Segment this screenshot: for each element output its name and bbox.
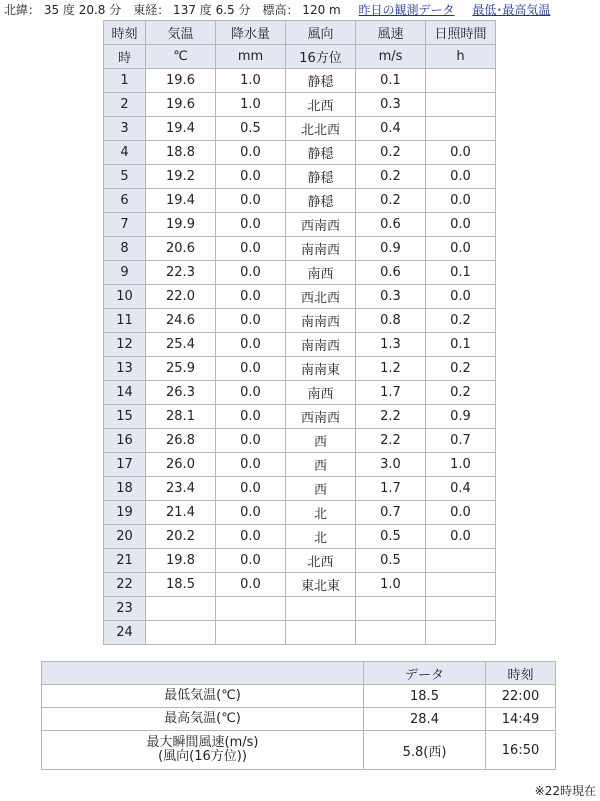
temperature-cell: 26.3 — [146, 381, 216, 405]
wind-direction-cell: 西 — [286, 477, 356, 501]
summary-label: 最低気温(℃) — [42, 685, 364, 708]
wind-direction-cell: 西 — [286, 429, 356, 453]
wind-speed-cell: 3.0 — [356, 453, 426, 477]
precipitation-cell — [216, 597, 286, 621]
wind-direction-cell: 北 — [286, 501, 356, 525]
sunshine-cell: 0.9 — [426, 405, 496, 429]
precipitation-cell: 1.0 — [216, 93, 286, 117]
table-row — [104, 117, 496, 141]
sunshine-cell: 0.7 — [426, 429, 496, 453]
unit-cell: m/s — [356, 45, 426, 69]
wind-speed-cell: 2.2 — [356, 405, 426, 429]
as-of-note: ※22時現在 — [534, 784, 596, 798]
wind-direction-cell: 東北東 — [286, 573, 356, 597]
temperature-cell: 19.6 — [146, 93, 216, 117]
wind-speed-cell: 0.3 — [356, 93, 426, 117]
temperature-cell: 24.6 — [146, 309, 216, 333]
table-row — [104, 261, 496, 285]
hour-cell: 1 — [104, 69, 146, 93]
table-row — [104, 477, 496, 501]
temperature-cell: 25.9 — [146, 357, 216, 381]
column-header: 風向 — [286, 21, 356, 45]
temperature-cell: 19.2 — [146, 165, 216, 189]
wind-direction-cell: 北西 — [286, 93, 356, 117]
sunshine-cell: 0.2 — [426, 309, 496, 333]
temperature-cell: 19.6 — [146, 69, 216, 93]
table-row — [104, 309, 496, 333]
sunshine-cell: 0.0 — [426, 213, 496, 237]
temperature-cell — [146, 597, 216, 621]
hour-cell: 10 — [104, 285, 146, 309]
hour-cell: 9 — [104, 261, 146, 285]
wind-speed-cell: 0.6 — [356, 213, 426, 237]
wind-speed-cell: 0.3 — [356, 285, 426, 309]
precipitation-cell: 0.0 — [216, 357, 286, 381]
hour-cell: 2 — [104, 93, 146, 117]
summary-row — [42, 685, 556, 708]
table-row — [104, 333, 496, 357]
table-row — [104, 237, 496, 261]
temperature-cell: 26.8 — [146, 429, 216, 453]
hour-cell: 12 — [104, 333, 146, 357]
temperature-cell: 26.0 — [146, 453, 216, 477]
table-row — [104, 381, 496, 405]
temperature-cell: 20.6 — [146, 237, 216, 261]
sunshine-cell: 1.0 — [426, 453, 496, 477]
wind-direction-cell: 南南西 — [286, 309, 356, 333]
hour-cell: 5 — [104, 165, 146, 189]
sunshine-cell: 0.4 — [426, 477, 496, 501]
temperature-cell: 21.4 — [146, 501, 216, 525]
temperature-cell: 18.8 — [146, 141, 216, 165]
table-row — [104, 621, 496, 645]
sunshine-cell — [426, 69, 496, 93]
summary-row — [42, 708, 556, 731]
temperature-cell: 20.2 — [146, 525, 216, 549]
wind-direction-cell — [286, 621, 356, 645]
wind-speed-cell: 0.4 — [356, 117, 426, 141]
temperature-cell — [146, 621, 216, 645]
wind-direction-cell: 南西 — [286, 261, 356, 285]
unit-cell: 時 — [104, 45, 146, 69]
unit-cell: h — [426, 45, 496, 69]
hour-cell: 7 — [104, 213, 146, 237]
temperature-cell: 22.0 — [146, 285, 216, 309]
temperature-cell: 18.5 — [146, 573, 216, 597]
summary-value: 5.8(西) — [364, 731, 486, 770]
temperature-cell: 19.8 — [146, 549, 216, 573]
wind-direction-cell: 北北西 — [286, 117, 356, 141]
wind-speed-cell: 0.8 — [356, 309, 426, 333]
precipitation-cell: 0.0 — [216, 141, 286, 165]
wind-direction-cell: 西 — [286, 453, 356, 477]
temperature-cell: 25.4 — [146, 333, 216, 357]
sunshine-cell: 0.0 — [426, 165, 496, 189]
wind-direction-cell: 北 — [286, 525, 356, 549]
precipitation-cell: 0.0 — [216, 429, 286, 453]
wind-speed-cell: 0.5 — [356, 525, 426, 549]
wind-speed-cell: 0.7 — [356, 501, 426, 525]
hour-cell: 15 — [104, 405, 146, 429]
wind-direction-cell: 南西 — [286, 381, 356, 405]
hour-cell: 8 — [104, 237, 146, 261]
unit-cell: 16方位 — [286, 45, 356, 69]
wind-speed-cell: 1.0 — [356, 573, 426, 597]
hour-cell: 11 — [104, 309, 146, 333]
observation-table-head — [104, 21, 496, 69]
table-row — [104, 405, 496, 429]
wind-speed-cell: 0.5 — [356, 549, 426, 573]
precipitation-cell: 0.0 — [216, 285, 286, 309]
summary-value: 18.5 — [364, 685, 486, 708]
column-header: 降水量 — [216, 21, 286, 45]
summary-time: 14:49 — [486, 708, 556, 731]
table-row — [104, 453, 496, 477]
sunshine-cell: 0.0 — [426, 237, 496, 261]
min-max-temp-link[interactable]: 最低･最高気温 — [472, 3, 551, 17]
table-row — [104, 429, 496, 453]
temperature-cell: 19.4 — [146, 189, 216, 213]
precipitation-cell: 0.0 — [216, 309, 286, 333]
sunshine-cell: 0.0 — [426, 189, 496, 213]
table-row — [104, 93, 496, 117]
precipitation-cell: 0.0 — [216, 573, 286, 597]
precipitation-cell: 1.0 — [216, 69, 286, 93]
wind-direction-cell — [286, 597, 356, 621]
wind-speed-cell: 1.7 — [356, 381, 426, 405]
sunshine-cell: 0.2 — [426, 357, 496, 381]
column-header: 時刻 — [104, 21, 146, 45]
temperature-cell: 23.4 — [146, 477, 216, 501]
table-row — [104, 357, 496, 381]
sunshine-cell — [426, 573, 496, 597]
precipitation-cell: 0.0 — [216, 501, 286, 525]
precipitation-cell — [216, 621, 286, 645]
wind-direction-cell: 南南東 — [286, 357, 356, 381]
wind-speed-cell: 1.3 — [356, 333, 426, 357]
sunshine-cell: 0.1 — [426, 333, 496, 357]
precipitation-cell: 0.0 — [216, 477, 286, 501]
observation-table-body — [104, 69, 496, 645]
summary-column-header: データ — [364, 662, 486, 685]
summary-row — [42, 731, 556, 770]
yesterday-data-link[interactable]: 昨日の観測データ — [358, 3, 455, 17]
unit-cell: ℃ — [146, 45, 216, 69]
summary-column-header — [42, 662, 364, 685]
hour-cell: 14 — [104, 381, 146, 405]
summary-label: 最高気温(℃) — [42, 708, 364, 731]
hour-cell: 24 — [104, 621, 146, 645]
wind-direction-cell: 西北西 — [286, 285, 356, 309]
table-row — [104, 501, 496, 525]
sunshine-cell — [426, 93, 496, 117]
wind-direction-cell: 南南西 — [286, 333, 356, 357]
wind-speed-cell: 0.2 — [356, 189, 426, 213]
table-row — [104, 573, 496, 597]
temperature-cell: 28.1 — [146, 405, 216, 429]
column-header: 気温 — [146, 21, 216, 45]
sunshine-cell — [426, 597, 496, 621]
sunshine-cell: 0.1 — [426, 261, 496, 285]
location-header — [4, 0, 550, 20]
wind-speed-cell: 0.1 — [356, 69, 426, 93]
wind-speed-cell: 0.6 — [356, 261, 426, 285]
summary-header-row — [42, 662, 556, 685]
precipitation-cell: 0.0 — [216, 381, 286, 405]
precipitation-cell: 0.0 — [216, 189, 286, 213]
hour-cell: 18 — [104, 477, 146, 501]
precipitation-cell: 0.0 — [216, 261, 286, 285]
table-row — [104, 285, 496, 309]
precipitation-cell: 0.0 — [216, 237, 286, 261]
sunshine-cell — [426, 621, 496, 645]
hour-cell: 17 — [104, 453, 146, 477]
hour-cell: 4 — [104, 141, 146, 165]
unit-cell: mm — [216, 45, 286, 69]
table-row — [104, 141, 496, 165]
wind-speed-cell: 0.2 — [356, 141, 426, 165]
sunshine-cell: 0.2 — [426, 381, 496, 405]
wind-direction-cell: 静穏 — [286, 189, 356, 213]
unit-row — [104, 45, 496, 69]
sunshine-cell: 0.0 — [426, 285, 496, 309]
hour-cell: 3 — [104, 117, 146, 141]
wind-speed-cell: 0.9 — [356, 237, 426, 261]
summary-table-body — [42, 685, 556, 770]
hour-cell: 16 — [104, 429, 146, 453]
station-position: 北緯： 35 度 20.8 分 東経： 137 度 6.5 分 標高： 120 m — [4, 3, 341, 17]
sunshine-cell — [426, 117, 496, 141]
hourly-observation-table — [103, 20, 496, 645]
hour-cell: 21 — [104, 549, 146, 573]
precipitation-cell: 0.0 — [216, 405, 286, 429]
precipitation-cell: 0.0 — [216, 165, 286, 189]
wind-speed-cell — [356, 597, 426, 621]
sunshine-cell: 0.0 — [426, 501, 496, 525]
wind-direction-cell: 静穏 — [286, 165, 356, 189]
hour-cell: 13 — [104, 357, 146, 381]
sunshine-cell — [426, 549, 496, 573]
precipitation-cell: 0.0 — [216, 549, 286, 573]
precipitation-cell: 0.0 — [216, 525, 286, 549]
column-header-row — [104, 21, 496, 45]
table-row — [104, 69, 496, 93]
precipitation-cell: 0.0 — [216, 453, 286, 477]
wind-direction-cell: 北西 — [286, 549, 356, 573]
wind-direction-cell: 西南西 — [286, 213, 356, 237]
precipitation-cell: 0.0 — [216, 333, 286, 357]
wind-direction-cell: 南南西 — [286, 237, 356, 261]
daily-summary-table — [41, 661, 556, 770]
wind-speed-cell: 1.7 — [356, 477, 426, 501]
table-row — [104, 213, 496, 237]
table-row — [104, 597, 496, 621]
table-row — [104, 165, 496, 189]
summary-time: 16:50 — [486, 731, 556, 770]
sunshine-cell: 0.0 — [426, 525, 496, 549]
precipitation-cell: 0.0 — [216, 213, 286, 237]
summary-column-header: 時刻 — [486, 662, 556, 685]
table-row — [104, 189, 496, 213]
temperature-cell: 19.9 — [146, 213, 216, 237]
hour-cell: 20 — [104, 525, 146, 549]
hour-cell: 23 — [104, 597, 146, 621]
wind-speed-cell: 1.2 — [356, 357, 426, 381]
temperature-cell: 22.3 — [146, 261, 216, 285]
hour-cell: 22 — [104, 573, 146, 597]
table-row — [104, 549, 496, 573]
hour-cell: 19 — [104, 501, 146, 525]
table-row — [104, 525, 496, 549]
column-header: 日照時間 — [426, 21, 496, 45]
summary-value: 28.4 — [364, 708, 486, 731]
wind-speed-cell: 2.2 — [356, 429, 426, 453]
hour-cell: 6 — [104, 189, 146, 213]
column-header: 風速 — [356, 21, 426, 45]
wind-speed-cell — [356, 621, 426, 645]
wind-direction-cell: 静穏 — [286, 141, 356, 165]
summary-time: 22:00 — [486, 685, 556, 708]
summary-label: 最大瞬間風速(m/s) (風向(16方位)) — [42, 731, 364, 770]
wind-direction-cell: 静穏 — [286, 69, 356, 93]
wind-speed-cell: 0.2 — [356, 165, 426, 189]
sunshine-cell: 0.0 — [426, 141, 496, 165]
precipitation-cell: 0.5 — [216, 117, 286, 141]
temperature-cell: 19.4 — [146, 117, 216, 141]
wind-direction-cell: 西南西 — [286, 405, 356, 429]
